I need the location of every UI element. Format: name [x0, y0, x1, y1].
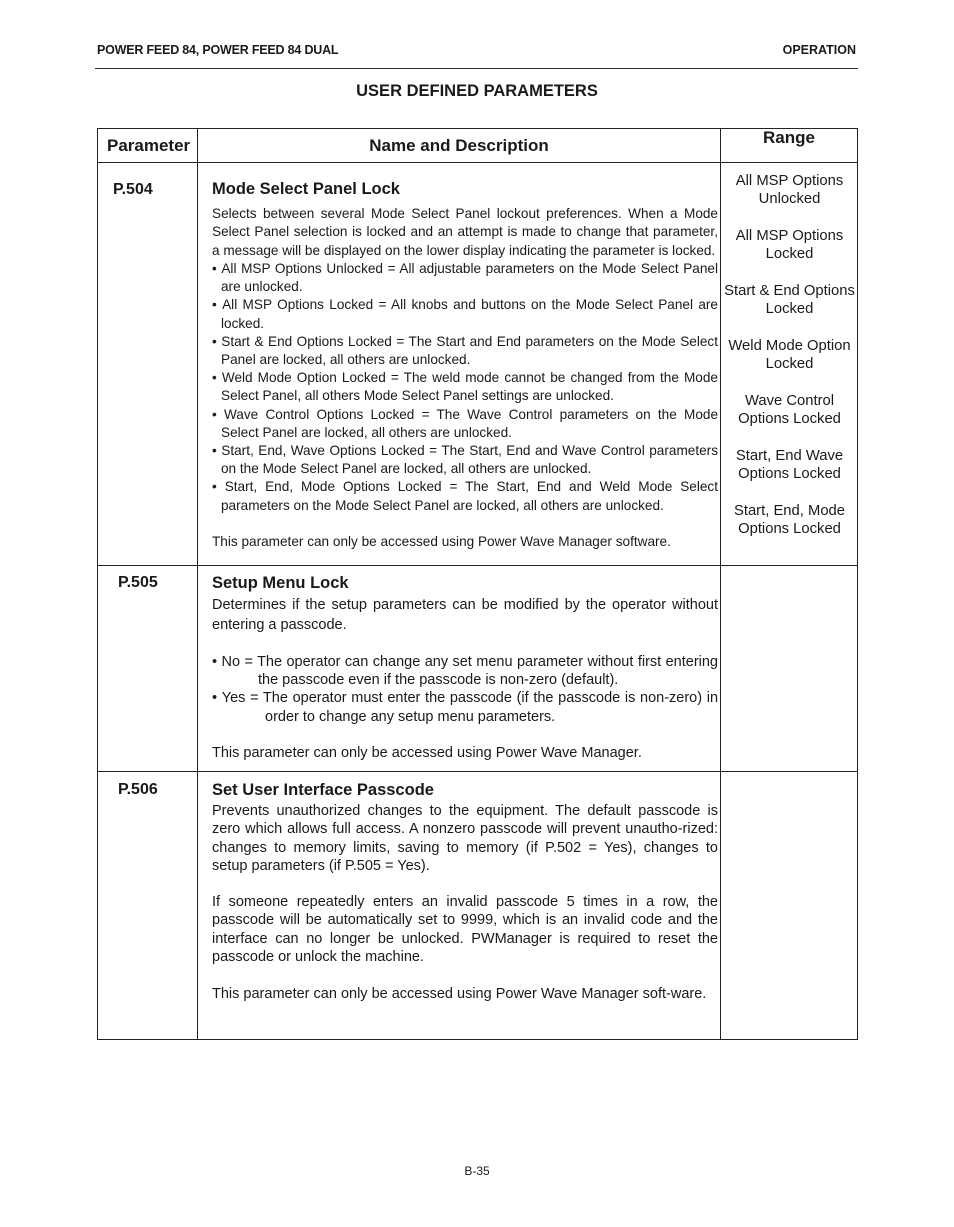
parameter-description: [212, 781, 718, 1004]
range-values: [722, 172, 857, 557]
list-item: • All MSP Options Locked = All knobs and buttons on the Mode Select Panel are locked.: [212, 296, 718, 332]
page-title: USER DEFINED PARAMETERS: [356, 82, 598, 100]
table-border-left: [97, 128, 98, 1040]
parameter-description: [212, 180, 718, 551]
parameter-description: [212, 574, 718, 762]
range-value: Start, End, Mode Options Locked: [733, 502, 846, 538]
table-border-bottom: [97, 1039, 858, 1040]
column-header-name: Name and Description: [369, 136, 549, 155]
parameter-name: Mode Select Panel Lock: [212, 180, 400, 198]
column-divider-1: [197, 128, 198, 1040]
list-item: • Wave Control Options Locked = The Wave Control parameters on the Mode Select Panel are locked, all others are unlocked.: [212, 406, 718, 442]
range-value: All MSP Options Locked: [735, 227, 844, 263]
parameter-id: P.505: [118, 574, 158, 591]
header-row-divider: [97, 162, 858, 163]
row-divider-2: [97, 771, 858, 772]
row-divider-1: [97, 565, 858, 566]
table-border-right: [857, 128, 858, 1040]
description-text: If someone repeatedly enters an invalid passcode 5 times in a row, the passcode will be automatically set to 9999, which is an invalid code and the interface can no longer be unlocked. PWManager is required to reset the passcode or unlock the machine.: [212, 894, 718, 966]
description-text: Prevents unauthorized changes to the equipment. The default passcode is zero which allows full access. A nonzero passcode will prevent unautho-rized: changes to memory limits, saving to memory (if P.502 = Yes), changes to setup parameters (if P.505 = Yes).: [212, 803, 718, 874]
column-divider-2: [720, 128, 721, 1040]
access-note: This parameter can only be accessed using Power Wave Manager.: [212, 744, 642, 761]
description-text: Determines if the setup parameters can be modified by the operator without entering a passcode.: [212, 597, 718, 633]
list-item: • Weld Mode Option Locked = The weld mode cannot be changed from the Mode Select Panel, all others Mode Select Panel settings are unlocked.: [212, 369, 718, 405]
column-header-range: Range: [763, 128, 815, 147]
access-note: This parameter can only be accessed using Power Wave Manager soft-ware.: [212, 986, 707, 1003]
document-section-label: OPERATION: [782, 43, 856, 57]
range-value: Wave Control Options Locked: [738, 392, 841, 428]
parameter-name: Setup Menu Lock: [212, 574, 349, 592]
list-item: • All MSP Options Unlocked = All adjustable parameters on the Mode Select Panel are unlocked.: [212, 260, 718, 296]
description-text: Selects between several Mode Select Panel lockout preferences. When a Mode Select Panel selection is locked and an attempt is made to change that parameter, a message will be displayed on the lower display indicating the parameter is locked.: [212, 206, 718, 258]
range-value: Start & End Options Locked: [724, 282, 855, 318]
parameter-id: P.504: [113, 181, 153, 198]
list-item: • Start, End, Wave Options Locked = The Start, End and Wave Control parameters on the Mode Select Panel are locked, all others are unlocked.: [212, 442, 718, 478]
column-header-parameter: Parameter: [107, 136, 191, 155]
access-note: This parameter can only be accessed using Power Wave Manager software.: [212, 533, 671, 549]
page-number: B-35: [464, 1164, 490, 1178]
parameters-table: [97, 128, 858, 1040]
header-divider: [95, 68, 858, 69]
document-header-title: POWER FEED 84, POWER FEED 84 DUAL: [97, 43, 339, 57]
list-item: • Yes = The operator must enter the passcode (if the passcode is non-zero) in order to change any setup menu parameters.: [212, 689, 718, 725]
list-item: • Start & End Options Locked = The Start and End parameters on the Mode Select Panel are locked, all others are unlocked.: [212, 333, 718, 369]
list-item: • No = The operator can change any set menu parameter without first entering the passcode even if the passcode is non-zero (default).: [212, 653, 718, 689]
range-value: Start, End Wave Options Locked: [735, 447, 844, 483]
parameter-name: Set User Interface Passcode: [212, 781, 434, 799]
list-item: • Start, End, Mode Options Locked = The Start, End and Weld Mode Select parameters on the Mode Select Panel are locked, all others are unlocked.: [212, 478, 718, 514]
option-list: [212, 653, 718, 726]
range-value: All MSP Options Unlocked: [735, 173, 844, 208]
range-value: Weld Mode Option Locked: [728, 337, 851, 373]
option-list: [212, 260, 718, 515]
parameter-id: P.506: [118, 781, 158, 798]
